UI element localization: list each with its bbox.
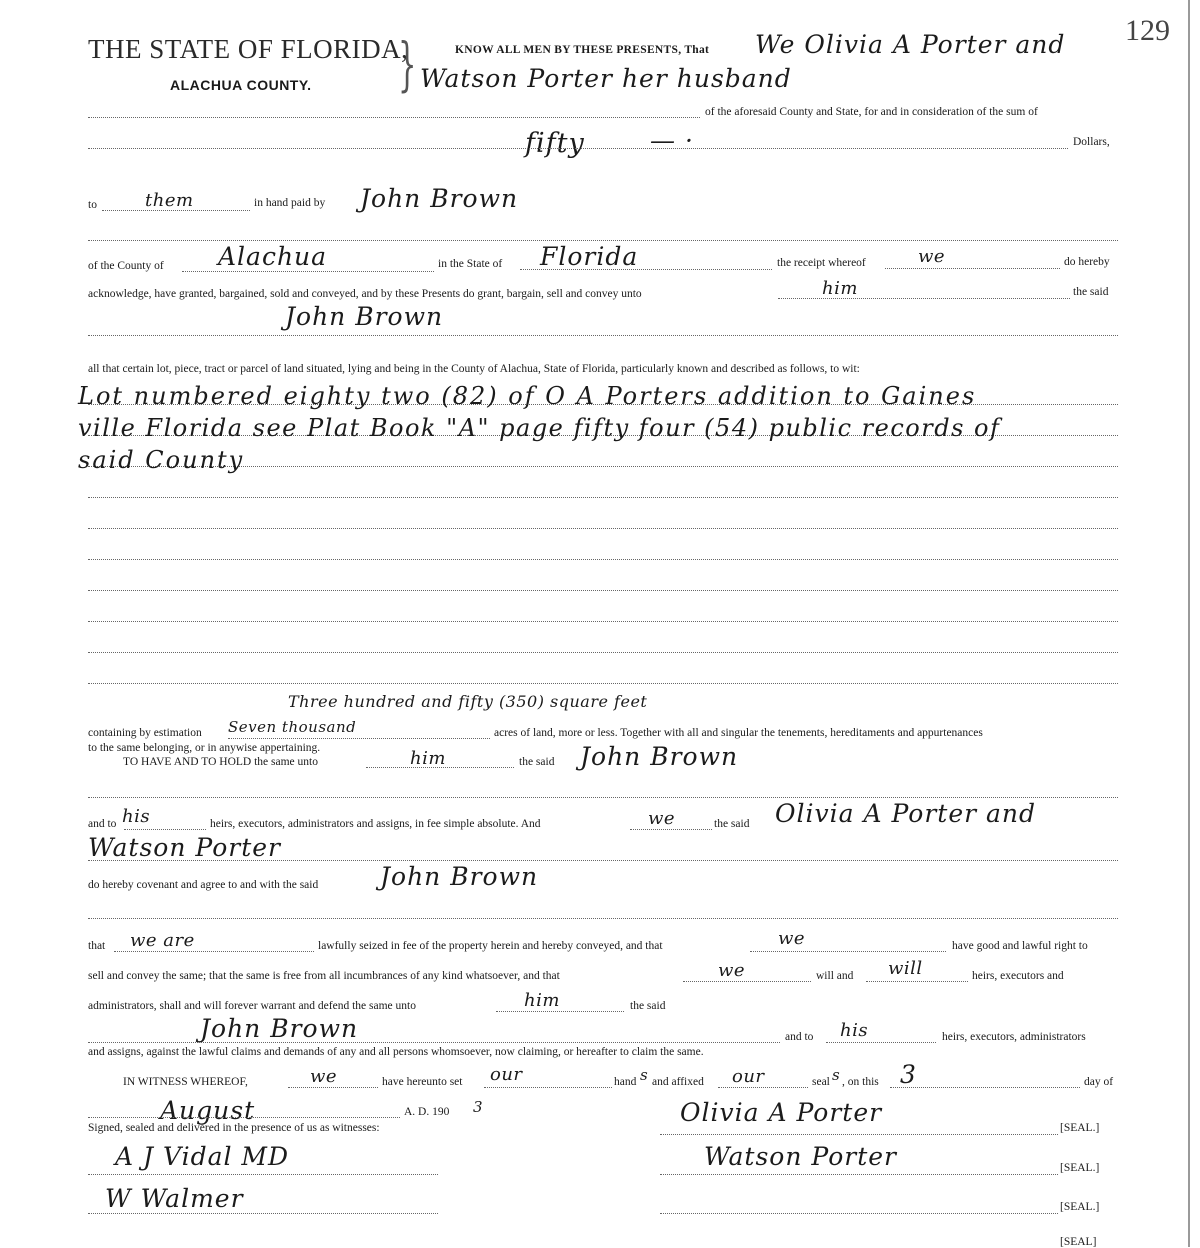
label-the-said: the said <box>1073 286 1109 298</box>
dotted-line <box>660 1134 1058 1135</box>
handwritten-grantee: John Brown <box>285 302 444 331</box>
label-administrators: administrators, shall and will forever warrant and defend the same unto <box>88 1000 416 1012</box>
dotted-line <box>88 240 1118 241</box>
seal-4: [SEAL] <box>1060 1236 1097 1248</box>
witness-signature-2: W Walmer <box>105 1184 244 1213</box>
label-signed-sealed: Signed, sealed and delivered in the presence of us as witnesses: <box>88 1122 380 1134</box>
dotted-line <box>288 1087 378 1088</box>
dotted-line <box>88 918 1118 919</box>
handwritten-area-above: Three hundred and fifty (350) square feet <box>288 692 648 711</box>
dotted-line <box>826 1042 936 1043</box>
handwritten-dash: — · <box>650 126 694 155</box>
label-covenant: do hereby covenant and agree to and with the said <box>88 879 319 891</box>
label-acknowledge: acknowledge, have granted, bargained, sold and conveyed, and by these Presents do grant, bargain, sell and convey unto <box>88 288 642 300</box>
dotted-line <box>750 951 946 952</box>
dotted-line <box>88 148 1068 149</box>
label-in-witness: IN WITNESS WHEREOF, <box>123 1076 248 1088</box>
page-number: 129 <box>1125 14 1170 47</box>
handwritten-that-we: we <box>778 928 806 949</box>
label-seal: seal <box>812 1076 830 1088</box>
label-ad: A. D. 190 <box>404 1106 450 1118</box>
state-heading: THE STATE OF FLORIDA, <box>88 34 409 64</box>
dotted-line <box>88 497 1118 498</box>
signature-grantor-1: Olivia A Porter <box>680 1098 883 1127</box>
label-to-have: TO HAVE AND TO HOLD the same unto <box>123 756 318 768</box>
label-heirs-executors-and: heirs, executors and <box>972 970 1064 982</box>
dotted-line <box>88 1117 400 1118</box>
label-good-right: have good and lawful right to <box>952 940 1088 952</box>
dotted-line <box>88 797 1118 798</box>
label-and-assigns: and assigns, against the lawful claims and demands of any and all persons whomsoever, now claiming, or hereafter to claim the same. <box>88 1046 704 1058</box>
dotted-line <box>484 1087 612 1088</box>
handwritten-seals-s: s <box>832 1066 841 1084</box>
label-lawfully-seized: lawfully seized in fee of the property herein and hereby conveyed, and that <box>318 940 663 952</box>
handwritten-year-digit: 3 <box>473 1098 484 1116</box>
handwritten-grantors-line-2: Watson Porter her husband <box>420 64 792 93</box>
handwritten-set-our: our <box>490 1064 523 1085</box>
handwritten-heirs-of: his <box>122 806 151 827</box>
dotted-line <box>88 860 1118 861</box>
handwritten-and-to-his: his <box>840 1020 869 1041</box>
handwritten-day: 3 <box>900 1060 917 1089</box>
label-all-that: all that certain lot, piece, tract or parcel of land situated, lying and being in the County of Alachua, State of Florida, particularly known and described as follows, to wit: <box>88 363 860 375</box>
label-on-this: , on this <box>842 1076 879 1088</box>
dotted-line <box>88 528 1118 529</box>
handwritten-to-whom: them <box>145 190 194 211</box>
label-hand: hand <box>614 1076 637 1088</box>
handwritten-description-2: ville Florida see Plat Book "A" page fifty four (54) public records of <box>78 414 1001 442</box>
handwritten-unto: him <box>822 278 858 299</box>
handwritten-said-grantor-2: Watson Porter <box>88 833 282 862</box>
dotted-line <box>88 621 1118 622</box>
handwritten-affixed-our: our <box>732 1066 765 1087</box>
label-acres: acres of land, more or less. Together with all and singular the tenements, hereditaments and appurtenances <box>494 727 983 739</box>
handwritten-paid-by: John Brown <box>360 184 519 213</box>
dotted-line <box>496 1011 624 1012</box>
dotted-line <box>88 1213 438 1214</box>
handwritten-receipt: we <box>918 246 946 267</box>
handwritten-and-we: we <box>648 808 676 829</box>
handwritten-witness-we: we <box>310 1066 338 1087</box>
label-the-said-4: the said <box>630 1000 666 1012</box>
handwritten-we-are: we are <box>130 930 195 951</box>
dotted-line <box>866 981 968 982</box>
handwritten-said-grantee: John Brown <box>200 1014 359 1043</box>
label-and-affixed: and affixed <box>652 1076 704 1088</box>
dotted-line <box>630 829 712 830</box>
dotted-line <box>885 268 1060 269</box>
label-containing: containing by estimation <box>88 727 202 739</box>
county-heading: ALACHUA COUNTY. <box>170 77 312 93</box>
brace-mark: } <box>398 30 417 98</box>
label-in-hand-paid: in hand paid by <box>254 197 326 209</box>
label-that: that <box>88 940 106 952</box>
label-do-hereby: do hereby <box>1064 256 1110 268</box>
dotted-line <box>683 981 811 982</box>
label-will-and: will and <box>816 970 854 982</box>
handwritten-state: Florida <box>540 242 639 271</box>
dotted-line <box>88 335 1118 336</box>
label-the-said-3: the said <box>714 818 750 830</box>
label-aforesaid: of the aforesaid County and State, for and in consideration of the sum of <box>705 106 1038 118</box>
dotted-line <box>88 590 1118 591</box>
label-day-of: day of <box>1084 1076 1114 1088</box>
label-same-belonging: to the same belonging, or in anywise appertaining. <box>88 742 321 754</box>
handwritten-description-3: said County <box>78 446 245 474</box>
dotted-line <box>88 1042 780 1043</box>
dotted-line <box>88 1174 438 1175</box>
handwritten-covenant-with: John Brown <box>380 862 539 891</box>
signature-grantor-2: Watson Porter <box>704 1142 898 1171</box>
know-all-men: KNOW ALL MEN BY THESE PRESENTS, That <box>455 44 710 56</box>
dotted-line <box>88 117 700 118</box>
dotted-line <box>660 1213 1058 1214</box>
seal-3: [SEAL.] <box>1060 1201 1100 1213</box>
handwritten-amount: fifty <box>525 128 585 159</box>
dotted-line <box>228 738 490 739</box>
witness-signature-1: A J Vidal MD <box>115 1142 290 1171</box>
handwritten-area-inline: Seven thousand <box>228 718 357 736</box>
handwritten-month: August <box>160 1096 256 1125</box>
label-have-hereunto: have hereunto set <box>382 1076 463 1088</box>
handwritten-county: Alachua <box>218 242 328 271</box>
handwritten-description-1: Lot numbered eighty two (82) of O A Porters addition to Gaines <box>78 382 977 410</box>
label-and-to-2: and to <box>785 1031 814 1043</box>
label-heirs-exec-admin: heirs, executors, administrators <box>942 1031 1086 1043</box>
handwritten-and-that-we: we <box>718 960 746 981</box>
label-dollars: Dollars, <box>1073 136 1110 148</box>
handwritten-hands-s: s <box>640 1066 649 1084</box>
handwritten-defend-unto: him <box>524 990 560 1011</box>
dotted-line <box>182 271 434 272</box>
seal-2: [SEAL.] <box>1060 1162 1100 1174</box>
label-heirs-exec: heirs, executors, administrators and assigns, in fee simple absolute. And <box>210 818 541 830</box>
label-county-of: of the County of <box>88 260 164 272</box>
dotted-line <box>718 1087 808 1088</box>
label-sell-convey: sell and convey the same; that the same is free from all incumbrances of any kind whatsoever, and that <box>88 970 560 982</box>
dotted-line <box>114 951 314 952</box>
label-state-of: in the State of <box>438 258 503 270</box>
handwritten-hold-said: John Brown <box>580 742 739 771</box>
handwritten-will: will <box>888 958 923 979</box>
label-to: to <box>88 199 97 211</box>
dotted-line <box>88 652 1118 653</box>
label-receipt: the receipt whereof <box>777 257 866 269</box>
dotted-line <box>88 683 1118 684</box>
dotted-line <box>890 1087 1080 1088</box>
dotted-line <box>124 829 206 830</box>
handwritten-hold-unto: him <box>410 748 446 769</box>
seal-1: [SEAL.] <box>1060 1122 1100 1134</box>
handwritten-said-grantor-1: Olivia A Porter and <box>775 799 1037 828</box>
label-the-said-2: the said <box>519 756 555 768</box>
dotted-line <box>88 559 1118 560</box>
dotted-line <box>660 1174 1058 1175</box>
handwritten-grantors-line-1: We Olivia A Porter and <box>755 30 1066 59</box>
label-and-to: and to <box>88 818 117 830</box>
